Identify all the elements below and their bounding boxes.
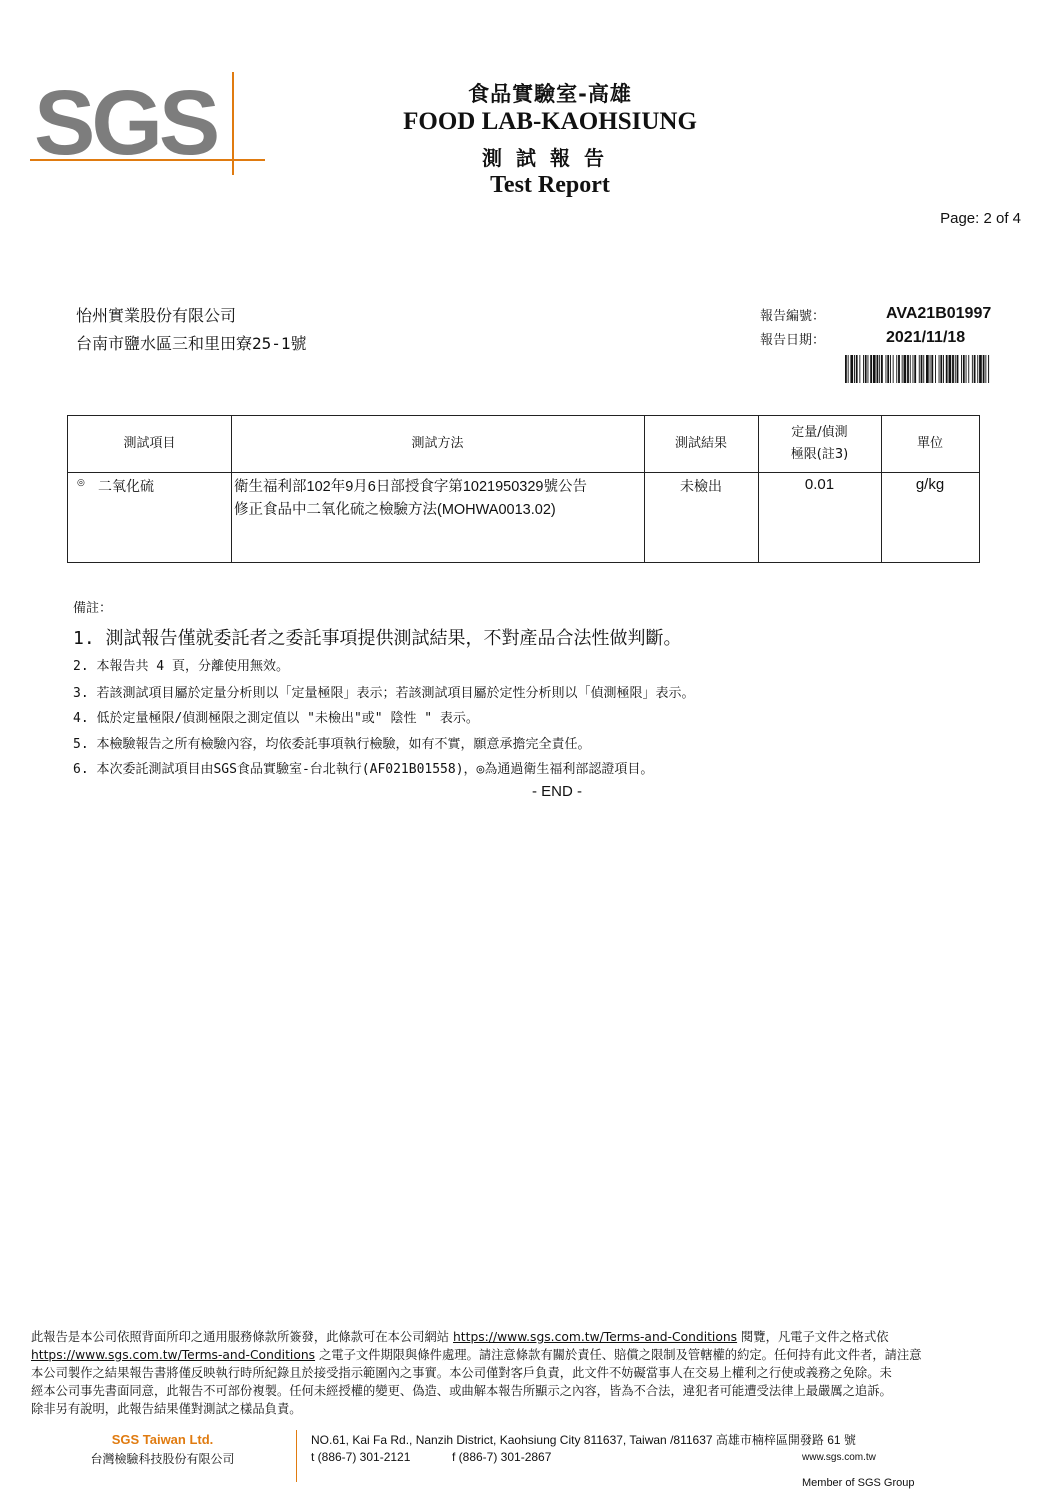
page-number: Page: 2 of 4 <box>940 210 1021 227</box>
footer-company-zh: 台灣檢驗科技股份有限公司 <box>90 1452 235 1466</box>
disclaimer-line-1 <box>31 1328 1036 1346</box>
disclaimer-line-2 <box>31 1346 1036 1364</box>
accredited-mark: ◎ <box>77 478 85 488</box>
col-header-limit-line2: 極限(註3) <box>790 447 849 462</box>
footer-telephone: t (886-7) 301-2121 <box>311 1450 411 1464</box>
disclaimer-text: 閱覽，凡電子文件之格式依 <box>737 1330 889 1344</box>
col-header-limit-line1: 定量/偵測 <box>791 425 848 440</box>
sgs-logo <box>30 72 265 175</box>
cell-unit: g/kg <box>915 476 945 493</box>
col-header-result: 測試結果 <box>674 436 727 451</box>
note-4: 4. 低於定量極限/偵測極限之測定值以 "未檢出"或" 陰性 " 表示。 <box>73 711 479 726</box>
report-date-label: 報告日期： <box>760 333 826 348</box>
cell-limit: 0.01 <box>804 476 835 493</box>
disclaimer-line-4: 經本公司事先書面同意，此報告不可部份複製。任何未經授權的變更、偽造、或曲解本報告所顯示之內容，皆為不合法，違犯者可能遭受法律上最嚴厲之追訴。 <box>31 1384 892 1398</box>
disclaimer-text: 此報告是本公司依照背面所印之通用服務條款所簽發，此條款可在本公司網站 <box>31 1330 454 1344</box>
note-5: 5. 本檢驗報告之所有檢驗內容，均依委託事項執行檢驗，如有不實，願意承擔完全責任。 <box>73 737 591 752</box>
terms-link[interactable]: https://www.sgs.com.tw/Terms-and-Conditions <box>453 1330 738 1344</box>
footer-separator <box>296 1430 297 1482</box>
footer-member: Member of SGS Group <box>802 1477 915 1489</box>
cell-item: 二氧化硫 <box>98 479 154 495</box>
note-1: 1. 測試報告僅就委託者之委託事項提供測試結果，不對產品合法性做判斷。 <box>73 628 682 649</box>
disclaimer <box>31 1328 1036 1418</box>
col-header-item: 測試項目 <box>123 436 176 451</box>
col-header-limit <box>758 416 881 472</box>
disclaimer-line-3: 本公司製作之結果報告書將僅反映執行時所紀錄且於接受指示範圍內之事實。本公司僅對客戶負責，此文件不妨礙當事人在交易上權利之行使或義務之免除。未 <box>31 1366 892 1380</box>
lab-title-zh: 食品實驗室-高雄 <box>468 82 632 106</box>
notes-title: 備註： <box>73 601 113 616</box>
note-2: 2. 本報告共 4 頁，分離使用無效。 <box>73 659 289 674</box>
footer-company-en: SGS Taiwan Ltd. <box>111 1432 214 1447</box>
report-number-label: 報告編號： <box>760 309 826 324</box>
disclaimer-line-5: 除非另有說明，此報告結果僅對測試之樣品負責。 <box>31 1402 302 1416</box>
col-header-unit: 單位 <box>916 436 943 451</box>
col-header-method: 測試方法 <box>411 436 464 451</box>
terms-link[interactable]: https://www.sgs.com.tw/Terms-and-Conditions <box>31 1348 316 1362</box>
footer-address: NO.61, Kai Fa Rd., Nanzih District, Kaohsiung City 811637, Taiwan /811637 高雄市楠梓區開發路 61 號 <box>311 1433 856 1447</box>
cell-result: 未檢出 <box>680 479 722 495</box>
table-header-divider <box>68 472 979 473</box>
lab-title-en: FOOD LAB-KAOHSIUNG <box>403 108 697 135</box>
sgs-logo-text: SGS <box>34 72 217 174</box>
end-marker: - END - <box>532 783 582 800</box>
results-table <box>67 415 980 563</box>
footer-company <box>30 1432 295 1467</box>
client-name: 怡州實業股份有限公司 <box>76 306 237 325</box>
cell-method-line2: 修正食品中二氧化硫之檢驗方法(MOHWA0013.02) <box>234 502 556 518</box>
footer-fax: f (886-7) 301-2867 <box>452 1450 552 1464</box>
note-3: 3. 若該測試項目屬於定量分析則以「定量極限」表示；若該測試項目屬於定性分析則以「偵測極限」表示。 <box>73 686 695 701</box>
cell-method-line1: 衛生福利部102年9月6日部授食字第1021950329號公告 <box>234 479 587 495</box>
report-date: 2021/11/18 <box>886 329 966 346</box>
report-title-zh: 測試報告 <box>482 146 618 170</box>
report-title-en: Test Report <box>490 172 610 198</box>
disclaimer-text: 之電子文件期限與條件處理。請注意條款有關於責任、賠償之限制及管轄權的約定。任何持有此文件者，請注意 <box>315 1348 922 1362</box>
report-number: AVA21B01997 <box>886 305 992 322</box>
footer-website[interactable]: www.sgs.com.tw <box>802 1452 876 1463</box>
cell-method <box>234 476 587 522</box>
note-6: 6. 本次委託測試項目由SGS食品實驗室-台北執行(AF021B01558)，◎為通過衛生福利部認證項目。 <box>73 762 654 777</box>
client-address: 台南市鹽水區三和里田寮25-1號 <box>76 334 307 353</box>
barcode <box>845 355 990 383</box>
